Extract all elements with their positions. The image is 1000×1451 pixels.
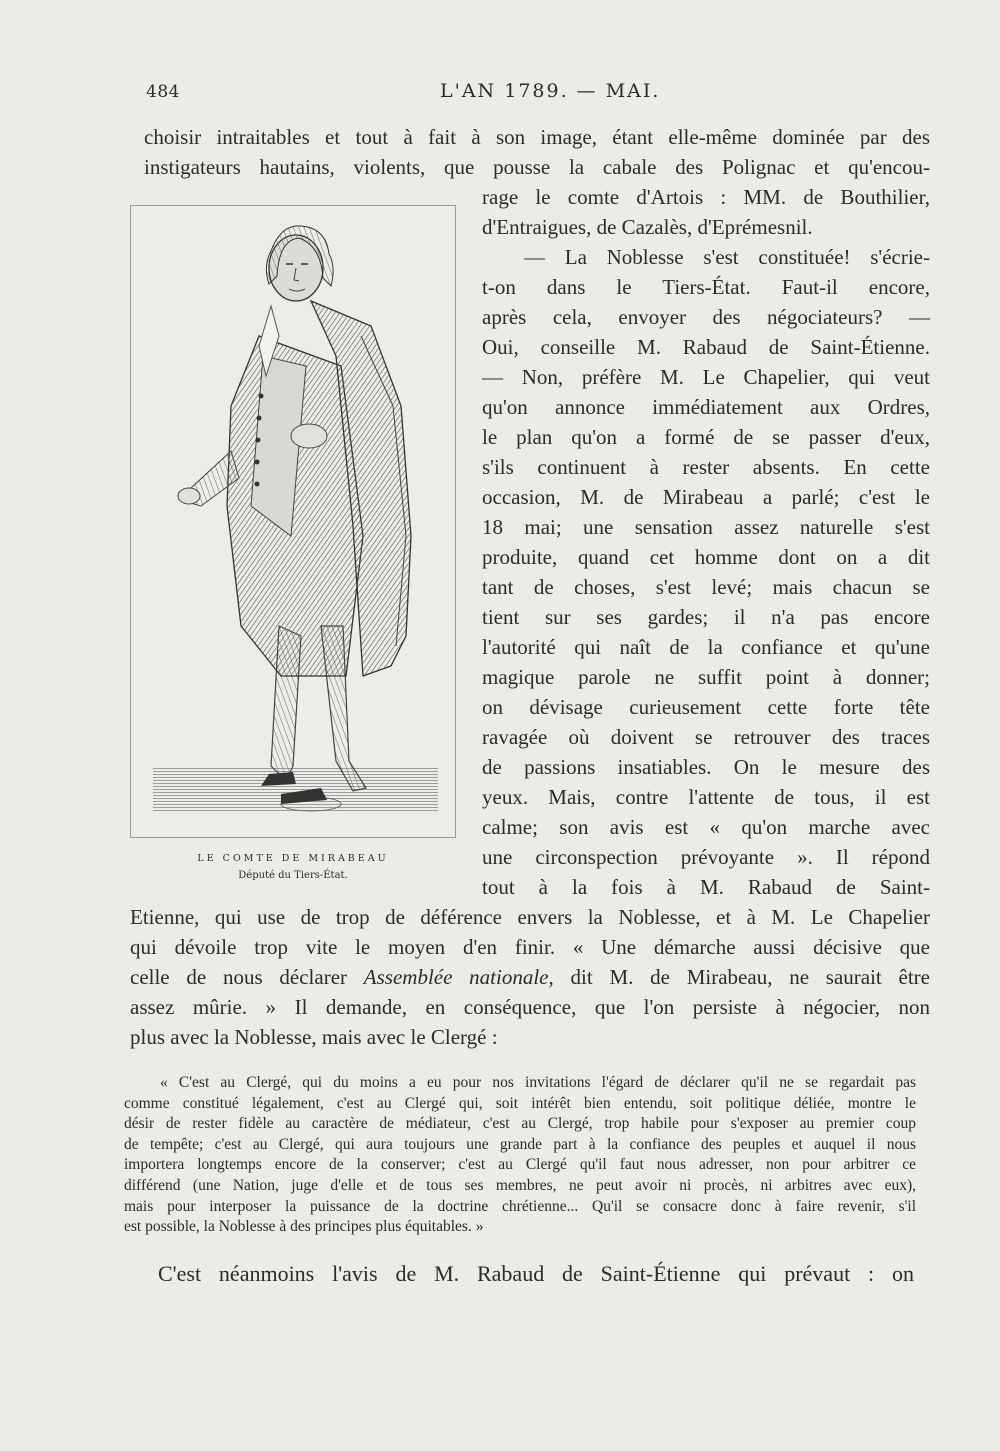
text-line: produite, quand cet homme dont on a dit xyxy=(482,545,930,569)
text-line: occasion, M. de Mirabeau a parlé; c'est le xyxy=(482,485,930,509)
text-line: d'Entraigues, de Cazalès, d'Eprémesnil. xyxy=(482,215,813,239)
text-line: calme; son avis est « qu'on marche avec xyxy=(482,815,930,839)
text-line: plus avec la Noblesse, mais avec le Clergé : xyxy=(130,1025,498,1049)
text-line: instigateurs hautains, violents, que pousse la cabale des Polignac et qu'encou- xyxy=(144,155,930,179)
quote-line: différend (une Nation, juge d'elle et de tous ses membres, ne peut avoir ni procès, ni arbitres avec eux), xyxy=(124,1176,916,1194)
text-line: assez mûrie. » Il demande, en conséquence, que l'on persiste à négocier, non xyxy=(130,995,930,1019)
figure-caption-subtitle: Député du Tiers-État. xyxy=(238,870,348,881)
quote-line: de tempête; c'est au Clergé, qui aura toujours une grande part à la confiance des peuples et auquel il nous xyxy=(124,1135,916,1153)
text-line: une circonspection prévoyante ». Il répond xyxy=(482,845,930,869)
text-line: tout à la fois à M. Rabaud de Saint- xyxy=(482,875,930,899)
text-line: t-on dans le Tiers-État. Faut-il encore, xyxy=(482,275,930,299)
text-line: magique parole ne suffit point à donner; xyxy=(482,665,930,689)
text-line: après cela, envoyer des négociateurs? — xyxy=(482,305,930,329)
portrait-engraving xyxy=(130,205,456,838)
figure-caption-title: LE COMTE DE MIRABEAU xyxy=(197,853,389,864)
text-line: tant de choses, s'est levé; mais chacun se xyxy=(482,575,930,599)
text-line: de passions insatiables. On le mesure des xyxy=(482,755,930,779)
text-line: Etienne, qui use de trop de déférence envers la Noblesse, et à M. Le Chapelier xyxy=(130,905,930,929)
top-paragraph xyxy=(144,122,930,182)
text-line: on dévisage curieusement cette forte tête xyxy=(482,695,930,719)
mirabeau-engraving-image xyxy=(131,206,457,839)
text-line: rage le comte d'Artois : MM. de Bouthilier, xyxy=(482,185,930,209)
text-line: 18 mai; une sensation assez naturelle s'est xyxy=(482,515,930,539)
text-fragment: celle de nous déclarer xyxy=(130,965,364,989)
italic-title: Assemblée nationale xyxy=(363,965,549,989)
quote-line: comme constitué légalement, c'est au Clergé qui, soit intérêt bien entendu, soit politique déliée, montre le xyxy=(124,1094,916,1112)
text-line: s'ils continuent à rester absents. En cette xyxy=(482,455,930,479)
quote-line: mais pour interposer la puissance de la doctrine chrétienne... Qu'il se consacre donc à faire revenir, s'il xyxy=(124,1197,916,1215)
text-line: Oui, conseille M. Rabaud de Saint-Étienne. xyxy=(482,335,930,359)
text-line: l'autorité qui naît de la confiance et qu'une xyxy=(482,635,930,659)
text-line: ravagée où doivent se retrouver des traces xyxy=(482,725,930,749)
quote-line: importera longtemps encore de la conserver; c'est au Clergé qu'il faut nous adresser, non pour arbitrer ce xyxy=(124,1156,916,1174)
text-line: tient sur ses gardes; il n'a pas encore xyxy=(482,605,930,629)
text-line: — Non, préfère M. Le Chapelier, qui veut xyxy=(482,365,930,389)
after-figure-paragraph xyxy=(130,902,930,1052)
quote-line: désir de rester fidèle au caractère de médiateur, c'est au Clergé, trop habile pour s'exposer au premier coup xyxy=(124,1115,916,1133)
running-head: L'AN 1789. — MAI. xyxy=(440,80,661,102)
quote-line: « C'est au Clergé, qui du moins a eu pour nos invitations l'égard de déclarer qu'il ne se regardait pas xyxy=(160,1074,916,1091)
right-column-paragraph xyxy=(482,182,930,902)
final-paragraph-line: C'est néanmoins l'avis de M. Rabaud de Saint-Étienne qui prévaut : on xyxy=(158,1261,914,1286)
text-line: choisir intraitables et tout à fait à son image, étant elle-même dominée par des xyxy=(144,125,930,149)
text-line: qui dévoile trop vite le moyen d'en finir. « Une démarche aussi décisive que xyxy=(130,935,930,959)
text-line: — La Noblesse s'est constituée! s'écrie- xyxy=(524,245,930,269)
text-line: yeux. Mais, contre l'attente de tous, il est xyxy=(482,785,930,809)
quote-line: est possible, la Noblesse à des principes plus équitables. » xyxy=(124,1218,484,1236)
text-fragment: , dit M. de Mirabeau, ne saurait être xyxy=(548,965,930,989)
text-line xyxy=(130,962,930,992)
text-line: qu'on annonce immédiatement aux Ordres, xyxy=(482,395,930,419)
text-line: le plan qu'on a formé de se passer d'eux, xyxy=(482,425,930,449)
page-number: 484 xyxy=(146,82,180,102)
block-quote xyxy=(124,1073,916,1238)
